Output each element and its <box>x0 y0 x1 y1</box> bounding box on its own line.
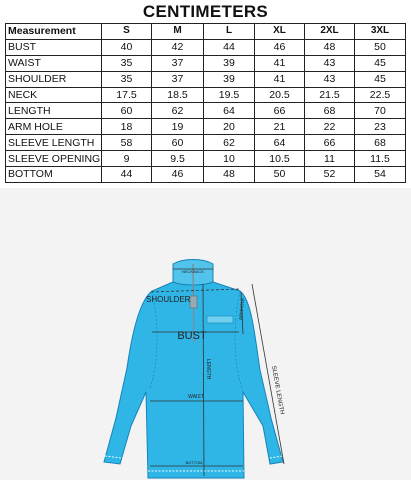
table-cell: 40 <box>102 39 152 55</box>
header-size-m: M <box>152 24 204 40</box>
table-cell: 44 <box>102 167 152 183</box>
table-cell: 41 <box>255 71 305 87</box>
table-cell: 52 <box>305 167 355 183</box>
table-cell: 18.5 <box>152 87 204 103</box>
row-label: SLEEVE LENGTH <box>6 135 102 151</box>
logo-patch <box>207 316 233 323</box>
table-cell: 19 <box>152 119 204 135</box>
row-label: LENGTH <box>6 103 102 119</box>
table-cell: 43 <box>305 71 355 87</box>
table-cell: 45 <box>355 55 406 71</box>
table-cell: 17.5 <box>102 87 152 103</box>
table-cell: 22 <box>305 119 355 135</box>
size-table <box>5 23 406 183</box>
table-cell: 10 <box>204 151 255 167</box>
table-row <box>6 103 406 119</box>
table-cell: 50 <box>355 39 406 55</box>
table-cell: 11 <box>305 151 355 167</box>
table-cell: 66 <box>255 103 305 119</box>
header-size-s: S <box>102 24 152 40</box>
table-row <box>6 55 406 71</box>
zipper-pull <box>190 296 197 308</box>
row-label: BOTTOM <box>6 167 102 183</box>
table-cell: 18 <box>102 119 152 135</box>
chart-title: CENTIMETERS <box>142 2 269 21</box>
table-cell: 10.5 <box>255 151 305 167</box>
table-cell: 46 <box>152 167 204 183</box>
label-shoulder: SHOULDER <box>146 295 191 304</box>
row-label: WAIST <box>6 55 102 71</box>
table-body <box>6 39 406 182</box>
table-cell: 11.5 <box>355 151 406 167</box>
table-cell: 70 <box>355 103 406 119</box>
table-cell: 68 <box>355 135 406 151</box>
table-cell: 66 <box>305 135 355 151</box>
table-cell: 20 <box>204 119 255 135</box>
table-cell: 21 <box>255 119 305 135</box>
table-cell: 62 <box>204 135 255 151</box>
label-waist: WAIST <box>188 394 204 400</box>
header-size-2xl: 2XL <box>305 24 355 40</box>
header-size-l: L <box>204 24 255 40</box>
table-cell: 39 <box>204 55 255 71</box>
table-cell: 20.5 <box>255 87 305 103</box>
table-cell: 35 <box>102 55 152 71</box>
table-cell: 37 <box>152 55 204 71</box>
header-measurement: Measurement <box>6 24 102 40</box>
table-row <box>6 71 406 87</box>
table-cell: 19.5 <box>204 87 255 103</box>
table-cell: 58 <box>102 135 152 151</box>
table-cell: 64 <box>204 103 255 119</box>
table-cell: 48 <box>204 167 255 183</box>
row-label: SHOULDER <box>6 71 102 87</box>
table-row <box>6 151 406 167</box>
garment-diagram <box>0 188 411 480</box>
label-sleeve-length: SLEEVE LENGTH <box>270 365 285 415</box>
table-cell: 44 <box>204 39 255 55</box>
table-row <box>6 39 406 55</box>
table-cell: 41 <box>255 55 305 71</box>
label-bust: BUST <box>177 330 207 342</box>
table-cell: 21.5 <box>305 87 355 103</box>
table-cell: 35 <box>102 71 152 87</box>
table-cell: 50 <box>255 167 305 183</box>
label-bottom: BOTTOM <box>185 460 203 465</box>
row-label: ARM HOLE <box>6 119 102 135</box>
table-cell: 54 <box>355 167 406 183</box>
table-cell: 23 <box>355 119 406 135</box>
table-cell: 46 <box>255 39 305 55</box>
table-cell: 60 <box>102 103 152 119</box>
table-row <box>6 167 406 183</box>
table-cell: 45 <box>355 71 406 87</box>
table-row <box>6 119 406 135</box>
header-size-3xl: 3XL <box>355 24 406 40</box>
table-cell: 64 <box>255 135 305 151</box>
table-header-row <box>6 24 406 40</box>
row-label: NECK <box>6 87 102 103</box>
table-cell: 39 <box>204 71 255 87</box>
table-cell: 48 <box>305 39 355 55</box>
label-length: LENGTH <box>205 359 211 380</box>
header-size-xl: XL <box>255 24 305 40</box>
table-cell: 9.5 <box>152 151 204 167</box>
table-cell: 68 <box>305 103 355 119</box>
table-row <box>6 87 406 103</box>
row-label: BUST <box>6 39 102 55</box>
table-row <box>6 135 406 151</box>
table-cell: 9 <box>102 151 152 167</box>
table-cell: 43 <box>305 55 355 71</box>
label-armhole: ARMHOLE <box>238 297 245 321</box>
table-cell: 62 <box>152 103 204 119</box>
label-neckback: NECKBACK <box>181 269 205 274</box>
table-cell: 22.5 <box>355 87 406 103</box>
row-label: SLEEVE OPENING <box>6 151 102 167</box>
table-cell: 60 <box>152 135 204 151</box>
table-cell: 37 <box>152 71 204 87</box>
table-cell: 42 <box>152 39 204 55</box>
